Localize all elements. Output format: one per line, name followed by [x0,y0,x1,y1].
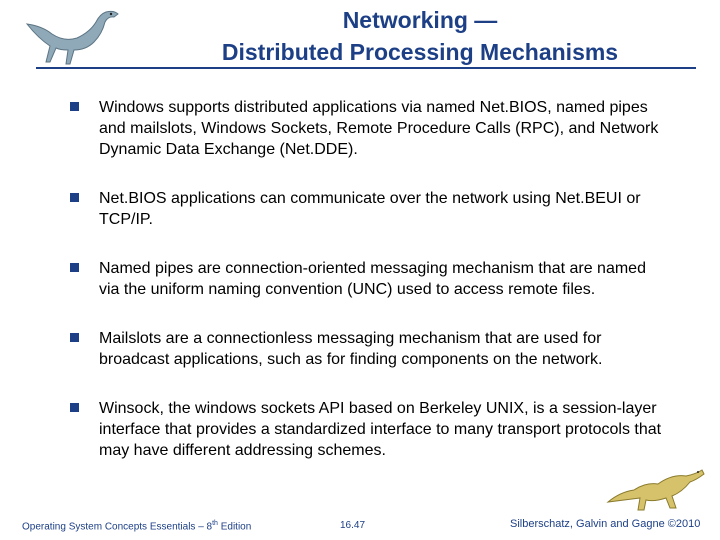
bullet-item [70,328,670,370]
bullet-text: Named pipes are connection-oriented messaging mechanism that are named via the uniform naming convention (UNC) used to access remote files. [99,260,646,298]
slide-title [140,4,700,68]
slide-title-line1: Networking — [342,7,498,33]
square-bullet-icon [70,193,79,202]
bullet-text: Windows supports distributed applications via named Net.BIOS, named pipes and mailslots, Windows Sockets, Remote Procedure Calls (RPC), and Network Dynamic Data Exchange (Net.DDE). [99,99,659,158]
footer-book-sup: th [212,520,218,527]
square-bullet-icon [70,263,79,272]
footer-book-suffix: Edition [217,521,252,533]
bullet-item [70,258,670,300]
bullet-item [70,188,670,230]
footer-authors: Silberschatz, Galvin and Gagne ©2010 [510,518,701,530]
dinosaur-logo-icon [606,462,706,512]
footer-page-number: 16.47 [340,520,366,531]
title-divider [36,67,696,69]
bullet-list [70,97,670,489]
dinosaur-logo-icon [22,4,140,70]
square-bullet-icon [70,102,79,111]
bullet-text: Net.BIOS applications can communicate over the network using Net.BEUI or TCP/IP. [99,190,641,228]
square-bullet-icon [70,403,79,412]
footer-book [22,520,251,532]
footer-book-prefix: Operating System Concepts Essentials – 8 [22,521,213,533]
bullet-item [70,398,670,461]
slide-title-line2: Distributed Processing Mechanisms [221,39,619,65]
bullet-text: Winsock, the windows sockets API based on Berkeley UNIX, is a session-layer interface that provides a standardized interface to many transport protocols that may have different addressing schemes. [99,400,662,459]
square-bullet-icon [70,333,79,342]
bullet-text: Mailslots are a connectionless messaging mechanism that are used for broadcast applications, such as for finding components on the network. [99,330,603,368]
bullet-item [70,97,670,160]
